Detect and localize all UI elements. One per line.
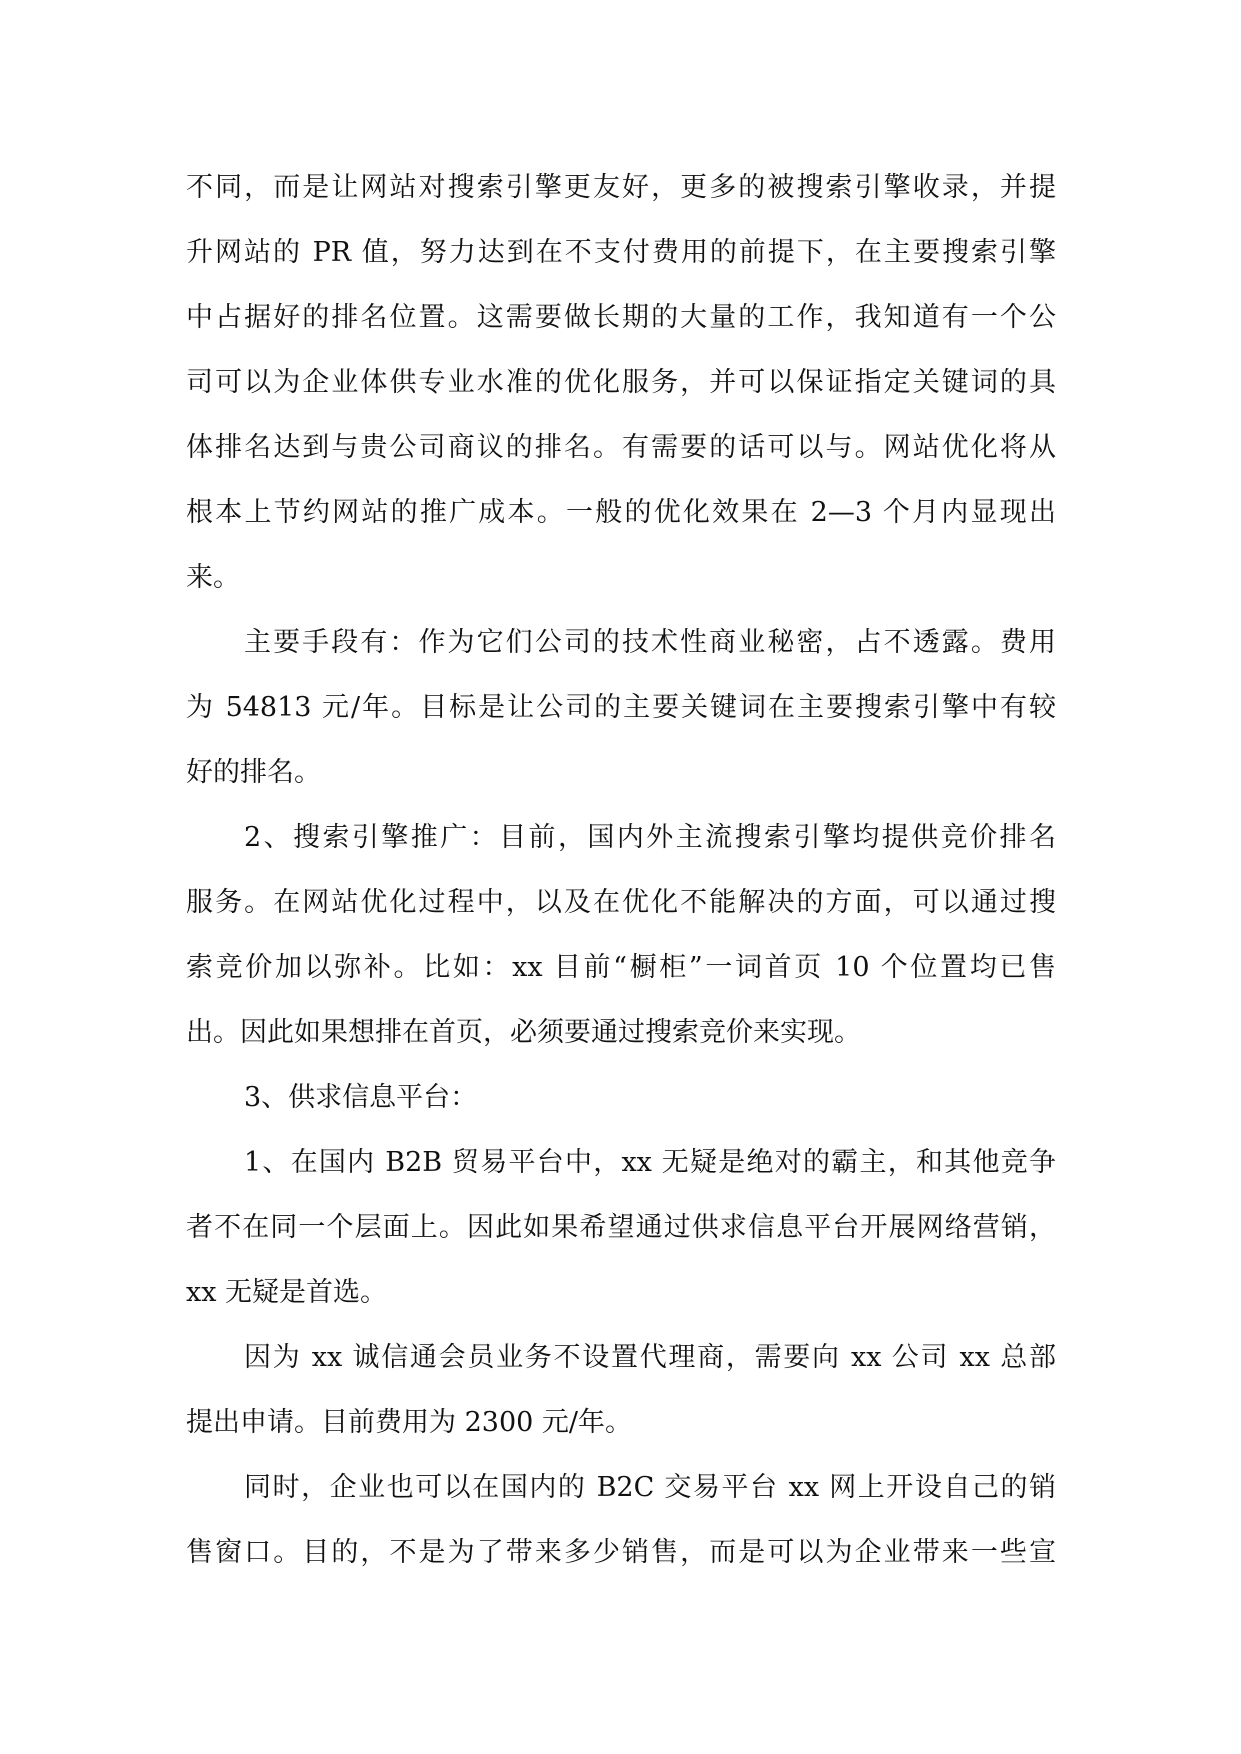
text-line: 体排名达到与贵公司商议的排名。有需要的话可以与。网站优化将从	[186, 432, 1056, 463]
text-line: 中占据好的排名位置。这需要做长期的大量的工作，我知道有一个公	[186, 302, 1056, 333]
text-line: 售窗口。目的，不是为了带来多少销售，而是可以为企业带来一些宣	[186, 1537, 1056, 1568]
text-line: 升网站的 PR 值，努力达到在不支付费用的前提下，在主要搜索引擎	[186, 237, 1056, 268]
paragraph	[186, 155, 1056, 610]
text-line: 好的排名。	[186, 757, 321, 788]
text-line: 为 54813 元/年。目标是让公司的主要关键词在主要搜索引擎中有较	[186, 692, 1056, 723]
text-line: 因为 xx 诚信通会员业务不设置代理商，需要向 xx 公司 xx 总部	[244, 1342, 1056, 1373]
text-line: 根本上节约网站的推广成本。一般的优化效果在 2—3 个月内显现出	[186, 497, 1056, 528]
text-line: 1、在国内 B2B 贸易平台中，xx 无疑是绝对的霸主，和其他竞争	[244, 1147, 1056, 1178]
text-line: 者不在同一个层面上。因此如果希望通过供求信息平台开展网络营销，	[186, 1212, 1056, 1243]
paragraph	[186, 1455, 1056, 1585]
text-line: 同时，企业也可以在国内的 B2C 交易平台 xx 网上开设自己的销	[244, 1472, 1056, 1503]
text-line: 主要手段有：作为它们公司的技术性商业秘密，占不透露。费用	[244, 627, 1056, 658]
text-line: 3、供求信息平台：	[244, 1082, 478, 1113]
text-line: 提出申请。目前费用为 2300 元/年。	[186, 1407, 632, 1438]
paragraph	[186, 610, 1056, 805]
paragraph	[186, 805, 1056, 1065]
text-line: 服务。在网站优化过程中，以及在优化不能解决的方面，可以通过搜	[186, 887, 1056, 918]
document-body	[186, 155, 1056, 1585]
text-line: 出。因此如果想排在首页，必须要通过搜索竞价来实现。	[186, 1017, 861, 1048]
section-heading	[186, 1065, 1056, 1130]
text-line: 司可以为企业体供专业水准的优化服务，并可以保证指定关键词的具	[186, 367, 1056, 398]
paragraph	[186, 1325, 1056, 1455]
paragraph	[186, 1130, 1056, 1325]
text-line: 2、搜索引擎推广：目前，国内外主流搜索引擎均提供竞价排名	[244, 822, 1056, 853]
text-line: 不同，而是让网站对搜索引擎更友好，更多的被搜索引擎收录，并提	[186, 172, 1056, 203]
text-line: 来。	[186, 562, 240, 593]
text-line: xx 无疑是首选。	[186, 1277, 388, 1308]
text-line: 索竞价加以弥补。比如：xx 目前“橱柜”一词首页 10 个位置均已售	[186, 952, 1056, 983]
